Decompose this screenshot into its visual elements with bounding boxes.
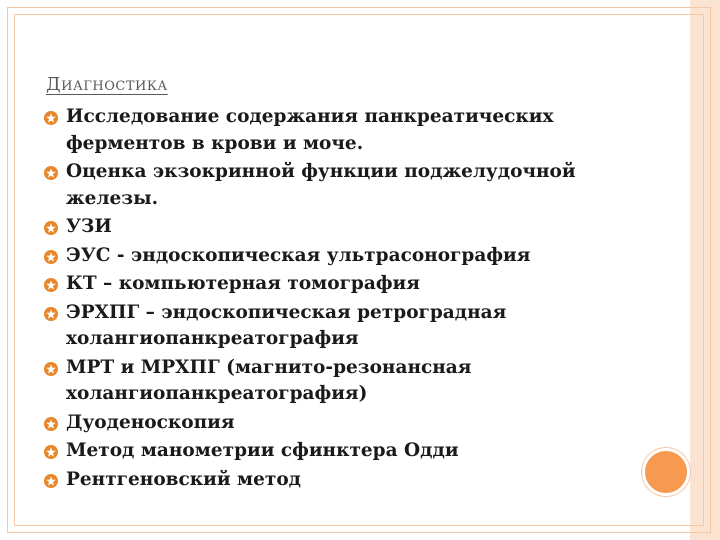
flower-bullet-icon bbox=[44, 221, 58, 235]
flower-bullet-icon bbox=[44, 474, 58, 488]
list-item bbox=[44, 300, 674, 353]
list-item-text: КТ – компьютерная томография bbox=[66, 273, 420, 294]
list-item bbox=[44, 214, 674, 241]
slide-title: Диагностика bbox=[46, 74, 168, 95]
list-item bbox=[44, 467, 674, 494]
list-item-text: Дуоденоскопия bbox=[66, 411, 235, 433]
list-item bbox=[44, 271, 674, 298]
list-item-text: Оценка экзокринной функции поджелудочной железы. bbox=[66, 161, 576, 209]
list-item bbox=[44, 355, 674, 408]
list-item-text: Исследование содержания панкреатических ферментов в крови и моче. bbox=[66, 106, 554, 154]
decorative-circle bbox=[642, 448, 690, 496]
list-item bbox=[44, 243, 674, 270]
list-item-text: Метод манометрии сфинктера Одди bbox=[66, 440, 459, 461]
flower-bullet-icon bbox=[44, 250, 58, 264]
flower-bullet-icon bbox=[44, 111, 58, 125]
list-item-text: Рентгеновский метод bbox=[66, 468, 302, 490]
list-item bbox=[44, 410, 674, 437]
flower-bullet-icon bbox=[44, 445, 58, 459]
list-item-text: ЭУС - эндоскопическая ультрасонография bbox=[66, 244, 531, 266]
flower-bullet-icon bbox=[44, 166, 58, 180]
bullet-list bbox=[44, 104, 674, 495]
list-item-text: МРТ и МРХПГ (магнито-резонансная холангиопанкреатография) bbox=[66, 356, 472, 404]
list-item bbox=[44, 104, 674, 157]
flower-bullet-icon bbox=[44, 417, 58, 431]
list-item-text: УЗИ bbox=[66, 216, 112, 237]
list-item-text: ЭРХПГ – эндоскопическая ретроградная холангиопанкреатография bbox=[66, 301, 507, 349]
list-item bbox=[44, 438, 674, 465]
list-item bbox=[44, 159, 674, 212]
flower-bullet-icon bbox=[44, 307, 58, 321]
flower-bullet-icon bbox=[44, 278, 58, 292]
flower-bullet-icon bbox=[44, 362, 58, 376]
